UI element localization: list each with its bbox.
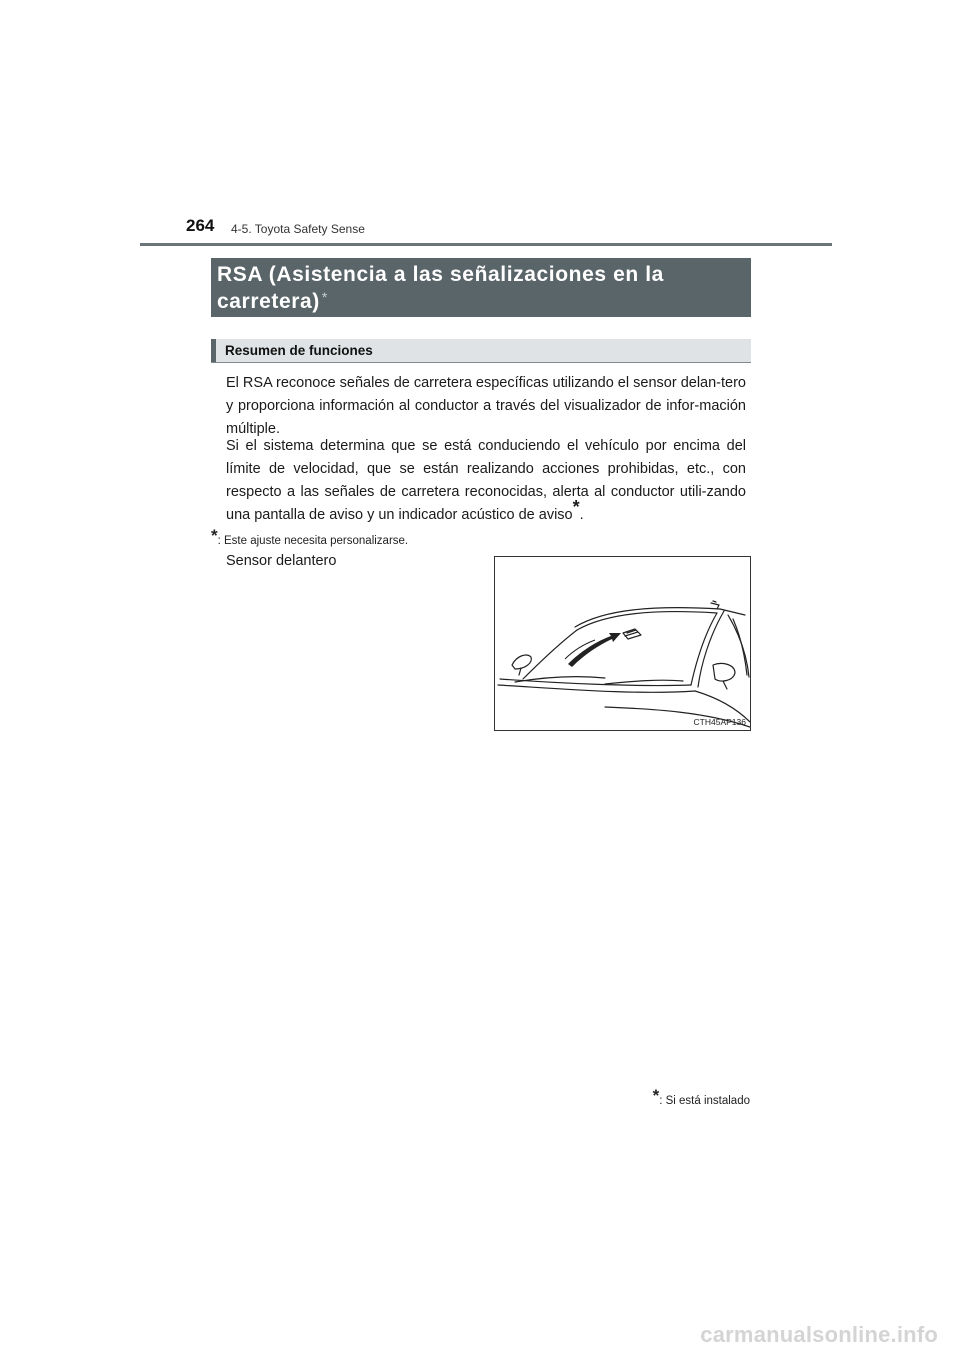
- subheading-accent-bar: [211, 339, 216, 362]
- section-title-box: [211, 258, 751, 317]
- windshield-sensor-illustration: [495, 557, 750, 730]
- watermark: carmanualsonline.info: [700, 1322, 938, 1347]
- page-number: 264: [186, 216, 215, 235]
- paragraph-warning-end: .: [579, 507, 584, 523]
- footnote-customize-star: *: [211, 526, 218, 545]
- paragraph-intro: El RSA reconoce señales de carretera específicas utilizando el sensor delan-tero y proporciona información al conductor a través del visualizador de infor-mación múltiple.: [226, 375, 746, 437]
- subheading-box: [211, 339, 751, 363]
- section-title: RSA (Asistencia a las señalizaciones en la carretera): [217, 263, 664, 313]
- footnote-installed: [653, 1086, 750, 1107]
- subheading-text: Resumen de funciones: [225, 343, 373, 358]
- asterisk-marker: *: [572, 497, 580, 517]
- header-rule: [140, 243, 832, 246]
- title-asterisk: *: [321, 288, 328, 305]
- footnote-customize: [211, 526, 408, 547]
- footnote-installed-star: *: [652, 1086, 660, 1105]
- footnote-installed-text: : Si está instalado: [659, 1095, 750, 1107]
- figure-frame: [494, 556, 751, 731]
- paragraph-warning-text: Si el sistema determina que se está conduciendo el vehículo por encima del límite de velocidad, que se están realizando acciones prohibidas, etc., con respecto a las señales de carretera reconocidas, alerta al conductor utili-zando una pantalla de aviso y un indicador acústico de aviso: [226, 438, 746, 523]
- section-label: 4-5. Toyota Safety Sense: [231, 222, 365, 236]
- paragraph-warning: [226, 435, 746, 527]
- figure-code: CTH45AP136: [693, 717, 746, 727]
- footnote-customize-text: : Este ajuste necesita personalizarse.: [217, 535, 409, 547]
- figure-caption: Sensor delantero: [226, 553, 337, 569]
